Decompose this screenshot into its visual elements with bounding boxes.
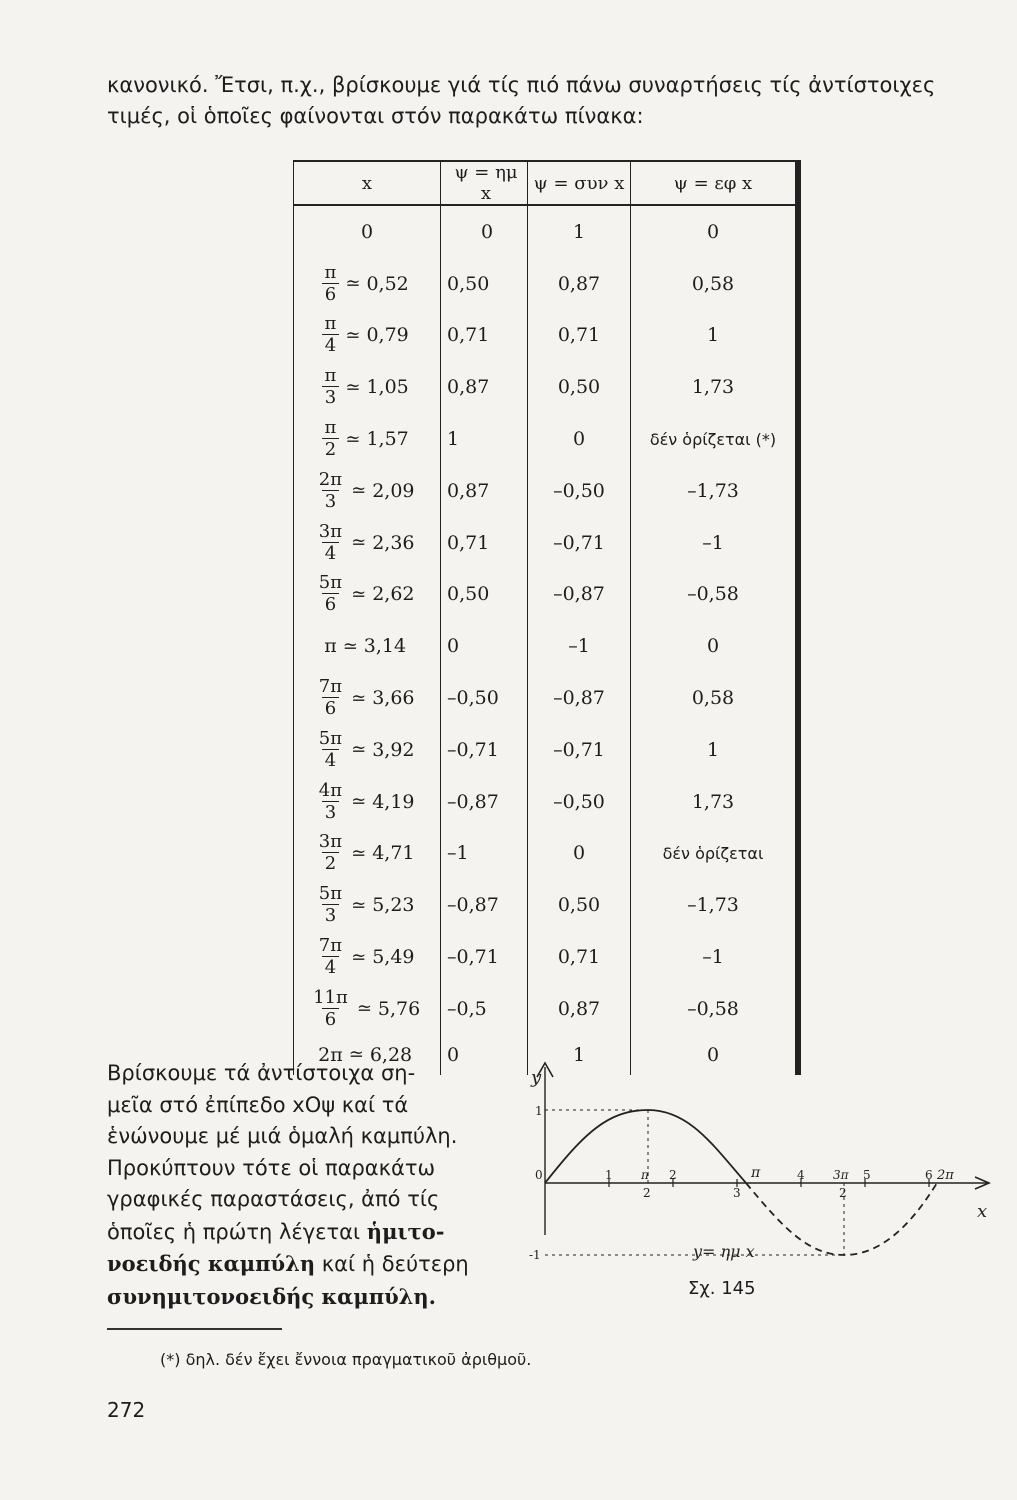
cell-cos: 0 bbox=[528, 413, 631, 465]
fraction-denominator: 4 bbox=[322, 956, 339, 977]
cell-x bbox=[294, 983, 441, 1035]
cell-tan: –1 bbox=[631, 517, 799, 569]
fraction-numerator: 5π bbox=[318, 572, 343, 594]
fraction-numerator: 7π bbox=[318, 935, 343, 957]
header-tan: ψ = εφ x bbox=[631, 161, 799, 205]
cosine-term: συνημιτονοειδής καμπύλη. bbox=[107, 1283, 436, 1309]
cell-tan: 1 bbox=[631, 724, 799, 776]
intro-line-1: κανονικό. Ἔτσι, π.χ., βρίσκουμε γιά τίς πιό πάνω συναρτήσεις τίς ἀντίστοιχες bbox=[107, 73, 936, 97]
fraction-denominator: 6 bbox=[322, 697, 339, 718]
x-value-cell bbox=[294, 367, 440, 407]
x-value-cell bbox=[294, 261, 440, 305]
cell-sin: 0 bbox=[441, 205, 528, 258]
cell-x bbox=[294, 517, 441, 569]
cell-x bbox=[294, 672, 441, 724]
x-decimal: 5,49 bbox=[372, 946, 415, 969]
approx-sign: ≃ bbox=[345, 273, 361, 295]
table-row bbox=[294, 828, 799, 880]
fraction-numerator: π bbox=[324, 261, 337, 283]
fraction-denominator: 6 bbox=[322, 593, 339, 614]
cell-tan: 0 bbox=[631, 620, 799, 672]
x-fraction bbox=[316, 885, 345, 925]
x-fraction bbox=[316, 520, 345, 564]
table-row bbox=[294, 361, 799, 413]
cell-tan: 1,73 bbox=[631, 776, 799, 828]
x-fraction bbox=[316, 937, 345, 977]
approx-sign: ≃ bbox=[351, 791, 367, 813]
cell-x bbox=[294, 879, 441, 931]
fraction-numerator: 11π bbox=[313, 986, 348, 1008]
tick-label-3: 3 bbox=[733, 1186, 741, 1200]
approx-sign: ≃ bbox=[351, 894, 367, 916]
x-value-cell bbox=[294, 315, 440, 355]
fraction-denominator: 6 bbox=[322, 1008, 339, 1029]
fraction-denominator: 3 bbox=[322, 801, 339, 822]
cell-x bbox=[294, 724, 441, 776]
explanation-line-3: ἑνώνουμε μέ μιά ὁμαλή καμπύλη. bbox=[107, 1124, 458, 1148]
fraction-numerator: 4π bbox=[318, 779, 343, 801]
fraction-denominator: 3 bbox=[322, 386, 339, 407]
intro-line-2: τιμές, οἱ ὁποῖες φαίνονται στόν παρακάτω πίνακα: bbox=[107, 104, 644, 128]
table-row bbox=[294, 724, 799, 776]
two-pi-label: 2π bbox=[937, 1168, 954, 1183]
y-axis-label: y bbox=[531, 1067, 542, 1088]
tick-label-6: 6 bbox=[925, 1168, 933, 1182]
x-value-cell bbox=[294, 468, 440, 512]
x-value-cell bbox=[294, 520, 440, 564]
cell-cos: 0,50 bbox=[528, 361, 631, 413]
cell-tan: 0 bbox=[631, 205, 799, 258]
cell-sin: –0,87 bbox=[441, 776, 528, 828]
sine-term-part-2: νοειδής καμπύλη bbox=[107, 1251, 316, 1276]
fraction-numerator: 2π bbox=[318, 468, 343, 490]
explanation-line-7: καί ἡ δεύτερη bbox=[315, 1252, 469, 1276]
y-tick-1: 1 bbox=[535, 1104, 543, 1118]
explanation-line-4: Προκύπτουν τότε οἱ παρακάτω bbox=[107, 1155, 436, 1180]
cell-x bbox=[294, 828, 441, 880]
x-value-cell bbox=[294, 833, 440, 873]
table-row bbox=[294, 569, 799, 621]
cell-tan: –1 bbox=[631, 931, 799, 983]
x-decimal: 3,66 bbox=[372, 687, 415, 710]
x-value-cell bbox=[294, 419, 440, 459]
fraction-numerator: π bbox=[324, 365, 337, 387]
curve-label: y= ημ x bbox=[693, 1242, 755, 1261]
approx-sign: ≃ bbox=[351, 583, 367, 605]
tick-label-2: 2 bbox=[669, 1168, 677, 1182]
cell-tan: –0,58 bbox=[631, 983, 799, 1035]
cell-sin: –0,50 bbox=[441, 672, 528, 724]
tick-label-4: 4 bbox=[797, 1168, 805, 1182]
x-fraction bbox=[316, 727, 345, 771]
fraction-denominator: 2 bbox=[322, 438, 339, 459]
x-decimal: 2,09 bbox=[372, 479, 415, 502]
header-x: x bbox=[294, 161, 441, 205]
cell-tan: –0,58 bbox=[631, 569, 799, 621]
origin-label: 0 bbox=[535, 1168, 543, 1182]
header-cos: ψ = συν x bbox=[528, 161, 631, 205]
fraction-numerator: 7π bbox=[318, 676, 343, 698]
table-row bbox=[294, 672, 799, 724]
explanation-line-2: μεῖα στό ἐπίπεδο xOψ καί τά bbox=[107, 1092, 409, 1117]
fraction-numerator: π bbox=[324, 417, 337, 439]
cell-sin: 0,87 bbox=[441, 361, 528, 413]
x-fraction bbox=[316, 678, 345, 718]
cell-sin: 0,71 bbox=[441, 517, 528, 569]
approx-sign: ≃ bbox=[356, 998, 372, 1020]
page-number: 272 bbox=[107, 1398, 146, 1422]
fraction-denominator: 6 bbox=[322, 283, 339, 304]
cell-sin: –0,71 bbox=[441, 724, 528, 776]
x-value-cell bbox=[294, 986, 440, 1030]
x-fraction bbox=[316, 468, 345, 512]
cell-cos: –0,87 bbox=[528, 672, 631, 724]
footnote-divider bbox=[107, 1328, 282, 1330]
approx-sign: ≃ bbox=[351, 480, 367, 502]
table-row bbox=[294, 465, 799, 517]
table-row bbox=[294, 620, 799, 672]
x-decimal: 0,52 bbox=[366, 272, 409, 295]
approx-sign: ≃ bbox=[348, 1044, 364, 1066]
x-decimal: 6,28 bbox=[369, 1043, 413, 1066]
cell-x bbox=[294, 931, 441, 983]
cell-x bbox=[294, 569, 441, 621]
cell-x bbox=[294, 776, 441, 828]
x-value-cell bbox=[294, 635, 440, 657]
explanation-line-6: ὁποῖες ἡ πρώτη λέγεται bbox=[107, 1219, 367, 1244]
cell-sin: –1 bbox=[441, 828, 528, 880]
cell-sin: 0,87 bbox=[441, 465, 528, 517]
x-value-cell bbox=[294, 678, 440, 718]
fraction-denominator: 2 bbox=[322, 852, 339, 873]
approx-sign: ≃ bbox=[351, 946, 367, 968]
x-decimal: 5,76 bbox=[377, 997, 421, 1020]
fraction-denominator: 4 bbox=[322, 334, 339, 355]
cell-x bbox=[294, 413, 441, 465]
x-value-cell bbox=[294, 937, 440, 977]
x-decimal: 3,14 bbox=[363, 635, 407, 658]
x-decimal: 0,79 bbox=[366, 324, 409, 347]
cell-tan: 0,58 bbox=[631, 258, 799, 310]
x-decimal: 0 bbox=[360, 220, 374, 243]
x-fraction bbox=[316, 779, 345, 823]
table-row bbox=[294, 205, 799, 258]
approx-sign: ≃ bbox=[345, 324, 361, 346]
header-sin: ψ = ημ x bbox=[441, 161, 528, 205]
x-fraction bbox=[310, 986, 351, 1030]
x-decimal: 3,92 bbox=[372, 738, 415, 761]
cell-sin: 1 bbox=[441, 413, 528, 465]
table-row bbox=[294, 517, 799, 569]
approx-sign: ≃ bbox=[345, 376, 361, 398]
fraction-numerator: 5π bbox=[318, 727, 343, 749]
x-decimal: 1,57 bbox=[366, 428, 409, 451]
half-pi-numerator: π bbox=[641, 1168, 649, 1182]
cell-sin: –0,5 bbox=[441, 983, 528, 1035]
cell-x bbox=[294, 620, 441, 672]
table-row bbox=[294, 776, 799, 828]
table-header-row bbox=[294, 161, 799, 205]
cell-cos: 0 bbox=[528, 828, 631, 880]
sine-term-part-1: ἡμιτο- bbox=[366, 1218, 445, 1244]
cell-tan: 1,73 bbox=[631, 361, 799, 413]
fraction-denominator: 3 bbox=[322, 490, 339, 511]
cell-tan: –1,73 bbox=[631, 879, 799, 931]
cell-cos: –0,71 bbox=[528, 517, 631, 569]
cell-sin: 0 bbox=[441, 620, 528, 672]
x-fraction bbox=[316, 574, 345, 614]
explanation-line-1: Βρίσκουμε τά ἀντίστοιχα ση- bbox=[107, 1061, 416, 1085]
x-decimal: 2,36 bbox=[372, 531, 415, 554]
figure-caption: Σχ. 145 bbox=[688, 1278, 756, 1299]
table-row bbox=[294, 879, 799, 931]
fraction-denominator: 4 bbox=[322, 542, 339, 563]
fraction-numerator: 3π bbox=[318, 520, 343, 542]
cell-x bbox=[294, 361, 441, 413]
x-decimal: 1,05 bbox=[366, 376, 409, 399]
x-value-cell bbox=[294, 727, 440, 771]
approx-sign: ≃ bbox=[342, 635, 358, 657]
explanation-line-5: γραφικές παραστάσεις, ἀπό τίς bbox=[107, 1187, 440, 1211]
approx-sign: ≃ bbox=[351, 739, 367, 761]
intro-paragraph bbox=[107, 70, 997, 132]
x-symbol: π bbox=[324, 635, 337, 658]
cell-cos: 1 bbox=[528, 205, 631, 258]
x-axis-label: x bbox=[977, 1201, 988, 1222]
tick-label-1: 1 bbox=[605, 1168, 613, 1182]
cell-cos: 0,71 bbox=[528, 310, 631, 362]
x-fraction bbox=[316, 833, 345, 873]
three-half-pi-numerator: 3π bbox=[833, 1168, 849, 1182]
x-decimal: 4,71 bbox=[372, 842, 415, 865]
cell-cos: 0,50 bbox=[528, 879, 631, 931]
fraction-denominator: 3 bbox=[322, 904, 339, 925]
cell-tan: 1 bbox=[631, 310, 799, 362]
table-row bbox=[294, 983, 799, 1035]
table-row bbox=[294, 931, 799, 983]
sine-curve-figure bbox=[525, 1055, 995, 1275]
cell-cos: –0,71 bbox=[528, 724, 631, 776]
three-half-pi-denominator: 2 bbox=[839, 1186, 847, 1200]
y-tick-neg1: -1 bbox=[529, 1248, 541, 1262]
cell-sin: –0,87 bbox=[441, 879, 528, 931]
fraction-numerator: 3π bbox=[318, 831, 343, 853]
x-fraction bbox=[322, 367, 340, 407]
half-pi-denominator: 2 bbox=[643, 1186, 651, 1200]
explanation-text bbox=[107, 1058, 497, 1313]
table-row bbox=[294, 413, 799, 465]
table-row bbox=[294, 310, 799, 362]
cell-tan: δέν ὁρίζεται bbox=[631, 828, 799, 880]
x-value-cell bbox=[294, 885, 440, 925]
cell-x bbox=[294, 258, 441, 310]
x-value-cell bbox=[294, 779, 440, 823]
cell-tan: 0 bbox=[631, 1035, 799, 1075]
cell-cos: 0,87 bbox=[528, 258, 631, 310]
approx-sign: ≃ bbox=[351, 842, 367, 864]
approx-sign: ≃ bbox=[351, 687, 367, 709]
cell-x bbox=[294, 465, 441, 517]
approx-sign: ≃ bbox=[345, 428, 361, 450]
x-decimal: 4,19 bbox=[372, 790, 415, 813]
cell-cos: 1 bbox=[528, 1035, 631, 1075]
cell-sin: 0,50 bbox=[441, 258, 528, 310]
cell-tan: –1,73 bbox=[631, 465, 799, 517]
cell-tan: δέν ὁρίζεται (*) bbox=[631, 413, 799, 465]
x-decimal: 5,23 bbox=[372, 894, 415, 917]
cell-cos: –0,87 bbox=[528, 569, 631, 621]
tick-label-5: 5 bbox=[863, 1168, 871, 1182]
cell-cos: –1 bbox=[528, 620, 631, 672]
x-value-cell bbox=[294, 221, 440, 243]
cell-sin: –0,71 bbox=[441, 931, 528, 983]
table-body bbox=[294, 205, 799, 1075]
pi-label: π bbox=[751, 1165, 761, 1181]
cell-cos: –0,50 bbox=[528, 776, 631, 828]
table-row bbox=[294, 258, 799, 310]
cell-sin: 0,71 bbox=[441, 310, 528, 362]
x-fraction bbox=[322, 261, 340, 305]
trig-values-table bbox=[293, 160, 801, 1075]
cell-x bbox=[294, 205, 441, 258]
cell-cos: 0,71 bbox=[528, 931, 631, 983]
cell-sin: 0 bbox=[441, 1035, 528, 1075]
cell-sin: 0,50 bbox=[441, 569, 528, 621]
fraction-numerator: π bbox=[324, 313, 337, 335]
fraction-denominator: 4 bbox=[322, 749, 339, 770]
x-value-cell bbox=[294, 574, 440, 614]
x-fraction bbox=[322, 419, 340, 459]
fraction-numerator: 5π bbox=[318, 883, 343, 905]
approx-sign: ≃ bbox=[351, 532, 367, 554]
cell-x bbox=[294, 310, 441, 362]
cell-cos: 0,87 bbox=[528, 983, 631, 1035]
x-symbol: 2π bbox=[318, 1043, 343, 1066]
x-fraction bbox=[322, 315, 340, 355]
footnote: (*) δηλ. δέν ἔχει ἔννοια πραγματικοῦ ἀριθμοῦ. bbox=[160, 1350, 532, 1369]
cell-tan: 0,58 bbox=[631, 672, 799, 724]
cell-cos: –0,50 bbox=[528, 465, 631, 517]
x-decimal: 2,62 bbox=[372, 583, 415, 606]
